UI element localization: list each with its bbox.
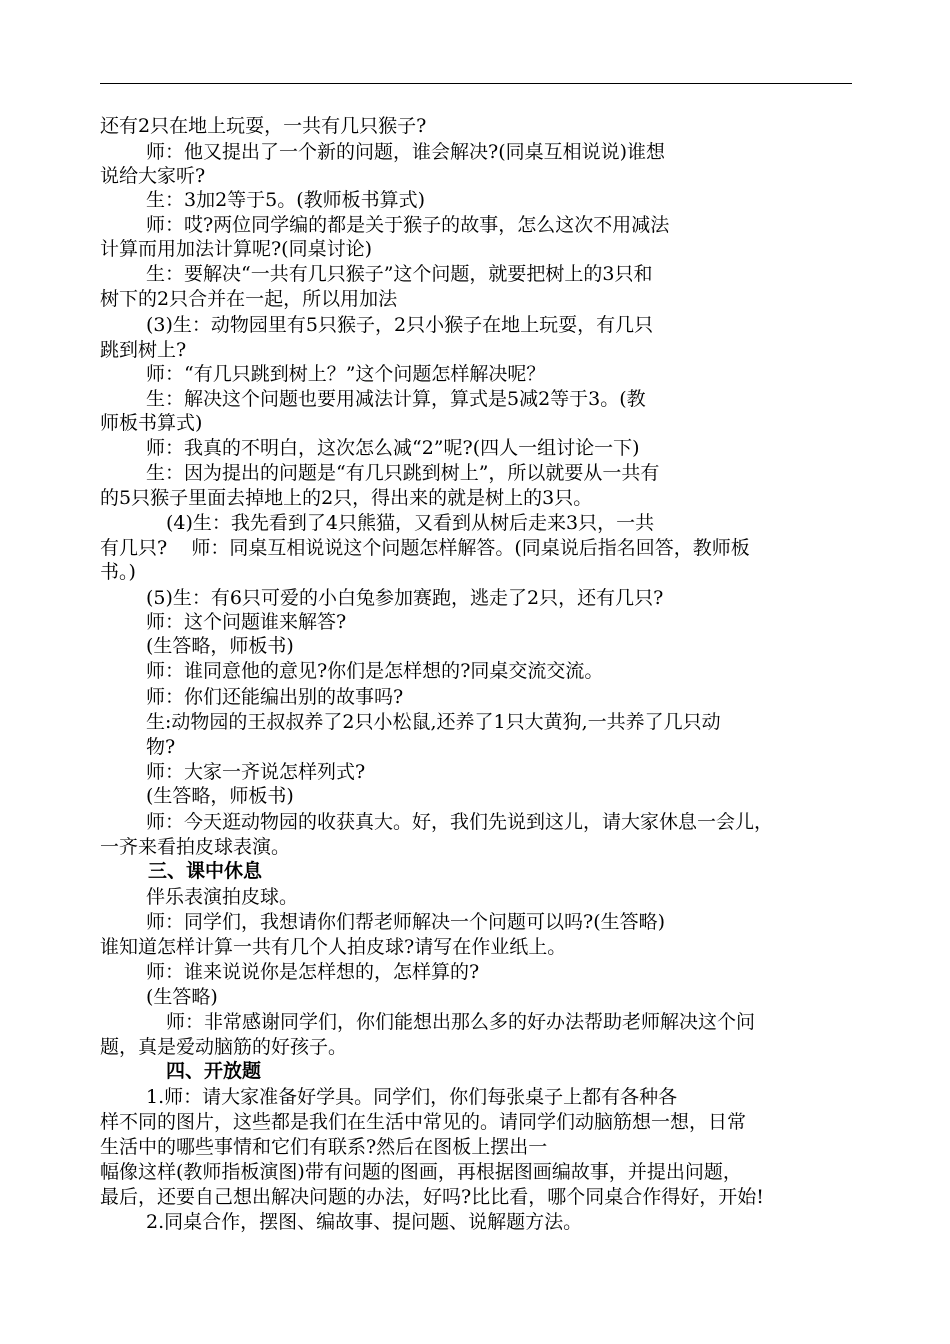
text-line: 2.同桌合作，摆图、编故事、提问题、说解题方法。 — [146, 1211, 583, 1233]
text-line: 生：因为提出的问题是“有几只跳到树上”，所以就要从一共有 — [146, 462, 660, 484]
text-line: (5)生：有6只可爱的小白兔参加赛跑，逃走了2只，还有几只? — [146, 587, 664, 609]
text-line: 生:动物园的王叔叔养了2只小松鼠,还养了1只大黄狗,一共养了几只动 — [146, 711, 721, 733]
text-line: 师：谁同意他的意见?你们是怎样想的?同桌交流交流。 — [146, 660, 604, 682]
text-line: 树下的2只合并在一起，所以用加法 — [100, 288, 398, 310]
text-line: 生：3加2等于5。(教师板书算式) — [146, 189, 426, 211]
text-line: 师：哎?两位同学编的都是关于猴子的故事，怎么这次不用减法 — [146, 214, 670, 236]
text-line: 书。) — [100, 561, 136, 583]
text-line: 的5只猴子里面去掉地上的2只，得出来的就是树上的3只。 — [100, 487, 593, 509]
text-line: 有几只? 师：同桌互相说说这个问题怎样解答。(同桌说后指名回答，教师板 — [100, 537, 750, 559]
text-line: (生答略，师板书) — [146, 635, 294, 657]
text-line: 题，真是爱动脑筋的好孩子。 — [100, 1036, 348, 1058]
text-line: 师：非常感谢同学们，你们能想出那么多的好办法帮助老师解决这个问 — [166, 1011, 756, 1033]
text-line: 跳到树上? — [100, 339, 187, 361]
text-line: 生活中的哪些事情和它们有联系?然后在图板上摆出一 — [100, 1136, 548, 1158]
text-line: 生：解决这个问题也要用减法计算，算式是5减2等于3。(教 — [146, 388, 646, 410]
text-line: 师：他又提出了一个新的问题，谁会解决?(同桌互相说说)谁想 — [146, 141, 666, 163]
text-line: (生答略，师板书) — [146, 785, 294, 807]
text-line: 样不同的图片，这些都是我们在生活中常见的。请同学们动脑筋想一想，日常 — [100, 1111, 747, 1133]
text-line: 还有2只在地上玩耍，一共有几只猴子? — [100, 115, 427, 137]
text-line: 师：“有几只跳到树上？”这个问题怎样解决呢？ — [146, 363, 546, 385]
section-heading: 四、开放题 — [166, 1060, 262, 1082]
text-line: 师：我真的不明白，这次怎么减“2”呢?(四人一组讨论一下) — [146, 437, 640, 459]
text-line: 一齐来看拍皮球表演。 — [100, 836, 291, 858]
text-line: 幅像这样(教师指板演图)带有问题的图画，再根据图画编故事，并提出问题， — [100, 1161, 742, 1183]
text-line: 伴乐表演拍皮球。 — [146, 886, 299, 908]
section-heading: 三、课中休息 — [148, 860, 263, 882]
text-line: 说给大家听? — [100, 165, 206, 187]
text-line: (生答略) — [146, 986, 218, 1008]
header-rule — [100, 83, 852, 84]
text-line: 最后，还要自己想出解决问题的办法，好吗?比比看，哪个同桌合作得好，开始! — [100, 1186, 764, 1208]
text-line: 计算而用加法计算呢?(同桌讨论) — [100, 238, 373, 260]
text-line: 师板书算式) — [100, 412, 203, 434]
text-line: 师：谁来说说你是怎样想的，怎样算的? — [146, 961, 480, 983]
text-line: 师：大家一齐说怎样列式? — [146, 761, 366, 783]
text-line: 1.师：请大家准备好学具。同学们，你们每张桌子上都有各种各 — [146, 1086, 678, 1108]
text-line: 谁知道怎样计算一共有几个人拍皮球?请写在作业纸上。 — [100, 936, 567, 958]
text-line: 物? — [146, 736, 176, 758]
text-line: 师：你们还能编出别的故事吗? — [146, 686, 404, 708]
text-line: (3)生：动物园里有5只猴子，2只小猴子在地上玩耍，有几只 — [146, 314, 654, 336]
text-line: (4)生：我先看到了4只熊猫，又看到从树后走来3只，一共 — [166, 512, 655, 534]
text-line: 师：这个问题谁来解答? — [146, 611, 347, 633]
text-line: 师：同学们，我想请你们帮老师解决一个问题可以吗?(生答略) — [146, 911, 666, 933]
text-line: 生：要解决“一共有几只猴子”这个问题，就要把树上的3只和 — [146, 263, 653, 285]
text-line: 师：今天逛动物园的收获真大。好，我们先说到这儿，请大家休息一会儿， — [146, 811, 774, 833]
